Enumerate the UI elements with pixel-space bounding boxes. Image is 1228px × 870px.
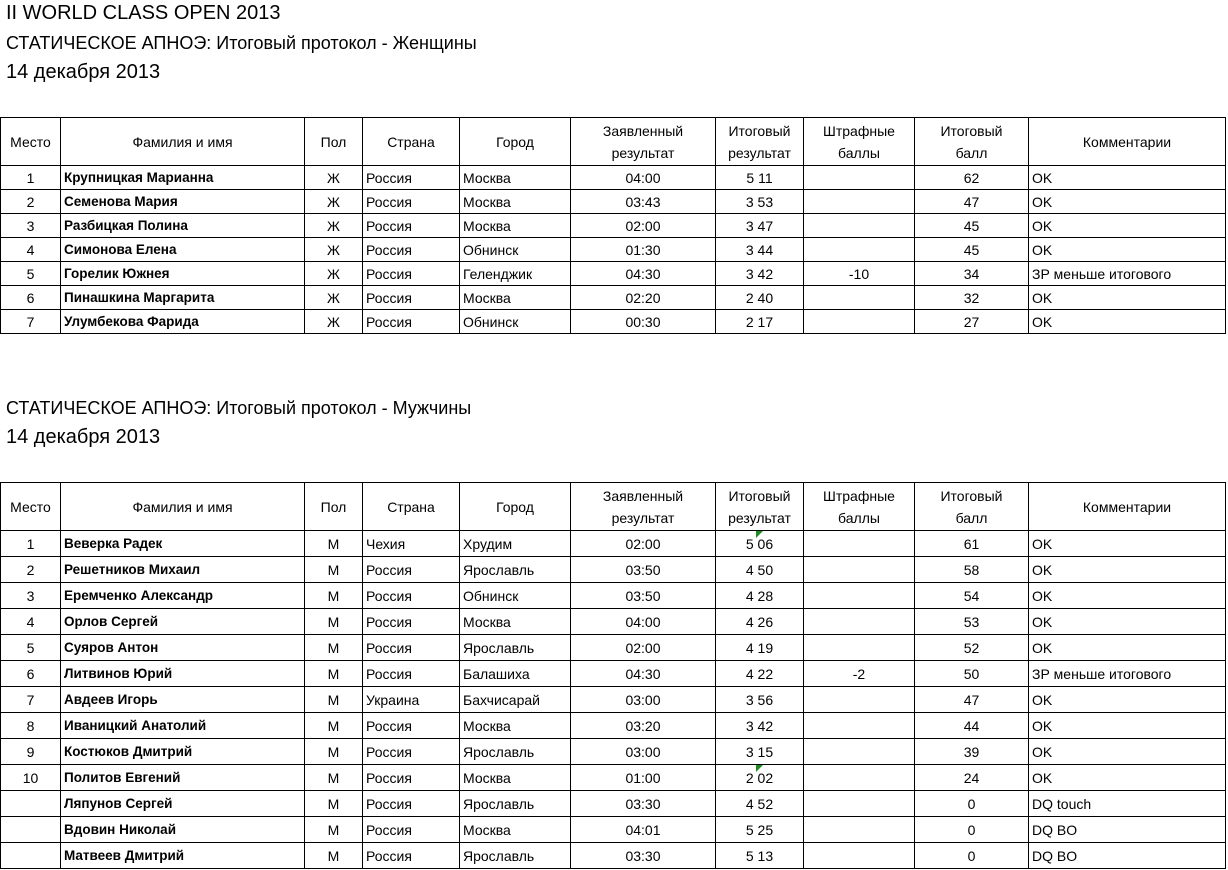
header-announced (571, 118, 716, 166)
women-table-body (1, 166, 1226, 334)
penalty-cell (804, 739, 915, 765)
sex-cell: М (305, 687, 363, 713)
header-announced-line1: Заявленный (602, 487, 684, 504)
name-cell: Семенова Мария (61, 190, 305, 214)
final-result-cell: 5 25 (716, 817, 804, 843)
table-row (1, 713, 1226, 739)
announced-result-cell: 04:00 (571, 166, 716, 190)
comment-cell: OK (1029, 765, 1226, 791)
name-cell: Крупницкая Марианна (61, 166, 305, 190)
place-cell (1, 791, 61, 817)
header-score-line2: балл (955, 144, 988, 161)
table-row (1, 609, 1226, 635)
announced-result-cell: 01:00 (571, 765, 716, 791)
header-place: Место (1, 118, 61, 166)
score-cell: 47 (915, 190, 1029, 214)
place-cell: 7 (1, 687, 61, 713)
announced-result-cell: 03:50 (571, 557, 716, 583)
city-cell: Москва (460, 713, 571, 739)
final-result-cell: 4 50 (716, 557, 804, 583)
sex-cell: Ж (305, 238, 363, 262)
name-cell: Матвеев Дмитрий (61, 843, 305, 869)
country-cell: Россия (363, 190, 460, 214)
penalty-cell (804, 214, 915, 238)
final-result-cell: 4 52 (716, 791, 804, 817)
penalty-cell (804, 817, 915, 843)
penalty-cell (804, 635, 915, 661)
city-cell: Ярославль (460, 843, 571, 869)
final-result-cell: 4 28 (716, 583, 804, 609)
score-cell: 0 (915, 843, 1029, 869)
table-row (1, 238, 1226, 262)
penalty-cell (804, 286, 915, 310)
men-section-date: 14 декабря 2013 (6, 426, 161, 448)
place-cell: 6 (1, 286, 61, 310)
name-cell: Еремченко Александр (61, 583, 305, 609)
country-cell: Чехия (363, 531, 460, 557)
country-cell: Россия (363, 713, 460, 739)
score-cell: 0 (915, 791, 1029, 817)
table-row (1, 739, 1226, 765)
name-cell: Костюков Дмитрий (61, 739, 305, 765)
table-row (1, 286, 1226, 310)
header-sex: Пол (305, 118, 363, 166)
announced-result-cell: 03:30 (571, 843, 716, 869)
header-score-line1: Итоговый (940, 122, 1003, 139)
penalty-cell (804, 238, 915, 262)
name-cell: Решетников Михаил (61, 557, 305, 583)
header-country: Страна (363, 118, 460, 166)
sex-cell: Ж (305, 262, 363, 286)
score-cell: 45 (915, 238, 1029, 262)
country-cell: Россия (363, 286, 460, 310)
header-place: Место (1, 483, 61, 531)
place-cell: 2 (1, 190, 61, 214)
place-cell: 4 (1, 238, 61, 262)
table-header-row (1, 118, 1226, 166)
place-cell: 3 (1, 214, 61, 238)
announced-result-cell: 00:30 (571, 310, 716, 334)
country-cell: Россия (363, 583, 460, 609)
header-penalty-line1: Штрафные (823, 122, 895, 139)
name-cell: Горелик Южнея (61, 262, 305, 286)
comment-cell: OK (1029, 310, 1226, 334)
city-cell: Ярославль (460, 635, 571, 661)
announced-result-cell: 04:00 (571, 609, 716, 635)
penalty-cell (804, 583, 915, 609)
table-row (1, 661, 1226, 687)
comment-cell: OK (1029, 557, 1226, 583)
final-result-cell: 3 56 (716, 687, 804, 713)
penalty-cell (804, 687, 915, 713)
comment-cell: ЗР меньше итогового (1029, 262, 1226, 286)
city-cell: Балашиха (460, 661, 571, 687)
place-cell: 9 (1, 739, 61, 765)
penalty-cell (804, 190, 915, 214)
header-score (915, 483, 1029, 531)
comment-cell: OK (1029, 635, 1226, 661)
place-cell: 5 (1, 262, 61, 286)
place-cell: 10 (1, 765, 61, 791)
announced-result-cell: 04:30 (571, 262, 716, 286)
announced-result-cell: 03:20 (571, 713, 716, 739)
comment-cell: OK (1029, 166, 1226, 190)
header-country: Страна (363, 483, 460, 531)
score-cell: 45 (915, 214, 1029, 238)
score-cell: 32 (915, 286, 1029, 310)
header-announced-line2: результат (611, 509, 675, 526)
sex-cell: Ж (305, 190, 363, 214)
final-result-cell: 2 40 (716, 286, 804, 310)
sex-cell: М (305, 817, 363, 843)
final-result-cell: 3 53 (716, 190, 804, 214)
header-final (716, 483, 804, 531)
announced-result-cell: 04:30 (571, 661, 716, 687)
penalty-cell (804, 166, 915, 190)
name-cell: Авдеев Игорь (61, 687, 305, 713)
sex-cell: Ж (305, 166, 363, 190)
announced-result-cell: 01:30 (571, 238, 716, 262)
city-cell: Обнинск (460, 238, 571, 262)
country-cell: Россия (363, 765, 460, 791)
announced-result-cell: 02:20 (571, 286, 716, 310)
score-cell: 61 (915, 531, 1029, 557)
announced-result-cell: 03:43 (571, 190, 716, 214)
header-final (716, 118, 804, 166)
comment-cell: OK (1029, 739, 1226, 765)
country-cell: Россия (363, 739, 460, 765)
country-cell: Россия (363, 843, 460, 869)
comment-cell: OK (1029, 687, 1226, 713)
header-announced-line1: Заявленный (602, 122, 684, 139)
country-cell: Россия (363, 557, 460, 583)
announced-result-cell: 03:00 (571, 739, 716, 765)
women-section-date: 14 декабря 2013 (6, 61, 161, 83)
city-cell: Москва (460, 214, 571, 238)
table-row (1, 557, 1226, 583)
announced-result-cell: 02:00 (571, 531, 716, 557)
place-cell: 7 (1, 310, 61, 334)
header-final-line1: Итоговый (728, 487, 791, 504)
header-city: Город (460, 483, 571, 531)
place-cell (1, 817, 61, 843)
score-cell: 54 (915, 583, 1029, 609)
city-cell: Хрудим (460, 531, 571, 557)
sex-cell: М (305, 843, 363, 869)
country-cell: Россия (363, 817, 460, 843)
penalty-cell (804, 765, 915, 791)
country-cell: Россия (363, 238, 460, 262)
penalty-cell (804, 843, 915, 869)
sex-cell: М (305, 739, 363, 765)
score-cell: 50 (915, 661, 1029, 687)
final-result-cell: 4 26 (716, 609, 804, 635)
header-sex: Пол (305, 483, 363, 531)
comment-cell: OK (1029, 531, 1226, 557)
final-result-cell: 5 11 (716, 166, 804, 190)
name-cell: Пинашкина Маргарита (61, 286, 305, 310)
header-announced (571, 483, 716, 531)
announced-result-cell: 03:00 (571, 687, 716, 713)
country-cell: Россия (363, 609, 460, 635)
final-result-cell: 3 15 (716, 739, 804, 765)
comment-cell: OK (1029, 583, 1226, 609)
place-cell: 1 (1, 531, 61, 557)
table-header-row (1, 483, 1226, 531)
city-cell: Москва (460, 190, 571, 214)
place-cell: 3 (1, 583, 61, 609)
city-cell: Обнинск (460, 310, 571, 334)
country-cell: Россия (363, 214, 460, 238)
comment-cell: ЗР меньше итогового (1029, 661, 1226, 687)
country-cell: Россия (363, 166, 460, 190)
men-results-table (0, 482, 1226, 869)
final-result-cell: 4 19 (716, 635, 804, 661)
city-cell: Москва (460, 286, 571, 310)
comment-indicator-icon (756, 531, 763, 538)
women-section-title: СТАТИЧЕСКОЕ АПНОЭ: Итоговый протокол - Женщины (6, 33, 477, 53)
header-final-line2: результат (728, 144, 791, 161)
header-comments: Комментарии (1029, 483, 1226, 531)
header-score-line2: балл (955, 509, 988, 526)
header-final-line2: результат (728, 509, 791, 526)
name-cell: Вдовин Николай (61, 817, 305, 843)
sex-cell: Ж (305, 310, 363, 334)
announced-result-cell: 03:50 (571, 583, 716, 609)
sex-cell: М (305, 765, 363, 791)
final-result-cell: 2 17 (716, 310, 804, 334)
name-cell: Литвинов Юрий (61, 661, 305, 687)
score-cell: 52 (915, 635, 1029, 661)
table-row (1, 262, 1226, 286)
header-score-line1: Итоговый (940, 487, 1003, 504)
comment-cell: OK (1029, 609, 1226, 635)
score-cell: 24 (915, 765, 1029, 791)
score-cell: 47 (915, 687, 1029, 713)
name-cell: Иваницкий Анатолий (61, 713, 305, 739)
table-row (1, 765, 1226, 791)
penalty-cell: -10 (804, 262, 915, 286)
name-cell: Веверка Радек (61, 531, 305, 557)
penalty-cell: -2 (804, 661, 915, 687)
comment-cell: DQ BO (1029, 843, 1226, 869)
city-cell: Москва (460, 765, 571, 791)
city-cell: Бахчисарай (460, 687, 571, 713)
comment-cell: OK (1029, 190, 1226, 214)
table-row (1, 531, 1226, 557)
final-result-cell: 4 22 (716, 661, 804, 687)
score-cell: 62 (915, 166, 1029, 190)
header-penalty-line2: баллы (838, 144, 880, 161)
country-cell: Россия (363, 635, 460, 661)
country-cell: Россия (363, 262, 460, 286)
penalty-cell (804, 791, 915, 817)
sex-cell: М (305, 583, 363, 609)
men-table-body (1, 531, 1226, 869)
table-row (1, 687, 1226, 713)
header-city: Город (460, 118, 571, 166)
sex-cell: Ж (305, 214, 363, 238)
place-cell: 4 (1, 609, 61, 635)
header-penalty-line2: баллы (838, 509, 880, 526)
country-cell: Россия (363, 791, 460, 817)
score-cell: 34 (915, 262, 1029, 286)
place-cell: 1 (1, 166, 61, 190)
final-result-cell: 3 44 (716, 238, 804, 262)
header-penalty-line1: Штрафные (823, 487, 895, 504)
country-cell: Россия (363, 661, 460, 687)
penalty-cell (804, 557, 915, 583)
score-cell: 44 (915, 713, 1029, 739)
announced-result-cell: 03:30 (571, 791, 716, 817)
comment-cell: OK (1029, 286, 1226, 310)
header-penalty (804, 118, 915, 166)
comment-indicator-icon (756, 765, 763, 772)
header-penalty (804, 483, 915, 531)
table-row (1, 843, 1226, 869)
final-result-cell: 2 02 (716, 765, 804, 791)
header-score (915, 118, 1029, 166)
country-cell: Украина (363, 687, 460, 713)
score-cell: 0 (915, 817, 1029, 843)
comment-cell: OK (1029, 713, 1226, 739)
header-final-line1: Итоговый (728, 122, 791, 139)
header-name: Фамилия и имя (61, 483, 305, 531)
table-row (1, 310, 1226, 334)
table-row (1, 635, 1226, 661)
comment-cell: OK (1029, 214, 1226, 238)
name-cell: Улумбекова Фарида (61, 310, 305, 334)
table-row (1, 791, 1226, 817)
final-result-cell: 3 47 (716, 214, 804, 238)
place-cell (1, 843, 61, 869)
men-section-title: СТАТИЧЕСКОЕ АПНОЭ: Итоговый протокол - Мужчины (6, 398, 472, 418)
city-cell: Москва (460, 166, 571, 190)
final-result-cell: 5 06 (716, 531, 804, 557)
city-cell: Ярославль (460, 739, 571, 765)
name-cell: Разбицкая Полина (61, 214, 305, 238)
name-cell: Орлов Сергей (61, 609, 305, 635)
sex-cell: М (305, 635, 363, 661)
penalty-cell (804, 609, 915, 635)
comment-cell: DQ touch (1029, 791, 1226, 817)
name-cell: Симонова Елена (61, 238, 305, 262)
city-cell: Геленджик (460, 262, 571, 286)
announced-result-cell: 02:00 (571, 214, 716, 238)
final-result-cell: 3 42 (716, 713, 804, 739)
sex-cell: М (305, 609, 363, 635)
name-cell: Суяров Антон (61, 635, 305, 661)
sex-cell: М (305, 661, 363, 687)
sex-cell: М (305, 791, 363, 817)
name-cell: Ляпунов Сергей (61, 791, 305, 817)
city-cell: Ярославль (460, 791, 571, 817)
city-cell: Обнинск (460, 583, 571, 609)
country-cell: Россия (363, 310, 460, 334)
penalty-cell (804, 310, 915, 334)
table-row (1, 214, 1226, 238)
table-row (1, 583, 1226, 609)
penalty-cell (804, 713, 915, 739)
sex-cell: М (305, 531, 363, 557)
penalty-cell (804, 531, 915, 557)
score-cell: 27 (915, 310, 1029, 334)
comment-cell: DQ BO (1029, 817, 1226, 843)
table-row (1, 817, 1226, 843)
women-results-table (0, 117, 1226, 334)
sex-cell: М (305, 713, 363, 739)
table-row (1, 166, 1226, 190)
header-announced-line2: результат (611, 144, 675, 161)
header-name: Фамилия и имя (61, 118, 305, 166)
table-row (1, 190, 1226, 214)
score-cell: 53 (915, 609, 1029, 635)
place-cell: 6 (1, 661, 61, 687)
place-cell: 2 (1, 557, 61, 583)
final-result-cell: 5 13 (716, 843, 804, 869)
announced-result-cell: 02:00 (571, 635, 716, 661)
competition-title: II WORLD CLASS OPEN 2013 (6, 2, 281, 24)
announced-result-cell: 04:01 (571, 817, 716, 843)
score-cell: 58 (915, 557, 1029, 583)
place-cell: 5 (1, 635, 61, 661)
final-result-cell: 3 42 (716, 262, 804, 286)
place-cell: 8 (1, 713, 61, 739)
header-comments: Комментарии (1029, 118, 1226, 166)
city-cell: Ярославль (460, 557, 571, 583)
comment-cell: OK (1029, 238, 1226, 262)
city-cell: Москва (460, 609, 571, 635)
sex-cell: М (305, 557, 363, 583)
score-cell: 39 (915, 739, 1029, 765)
city-cell: Москва (460, 817, 571, 843)
name-cell: Политов Евгений (61, 765, 305, 791)
sex-cell: Ж (305, 286, 363, 310)
